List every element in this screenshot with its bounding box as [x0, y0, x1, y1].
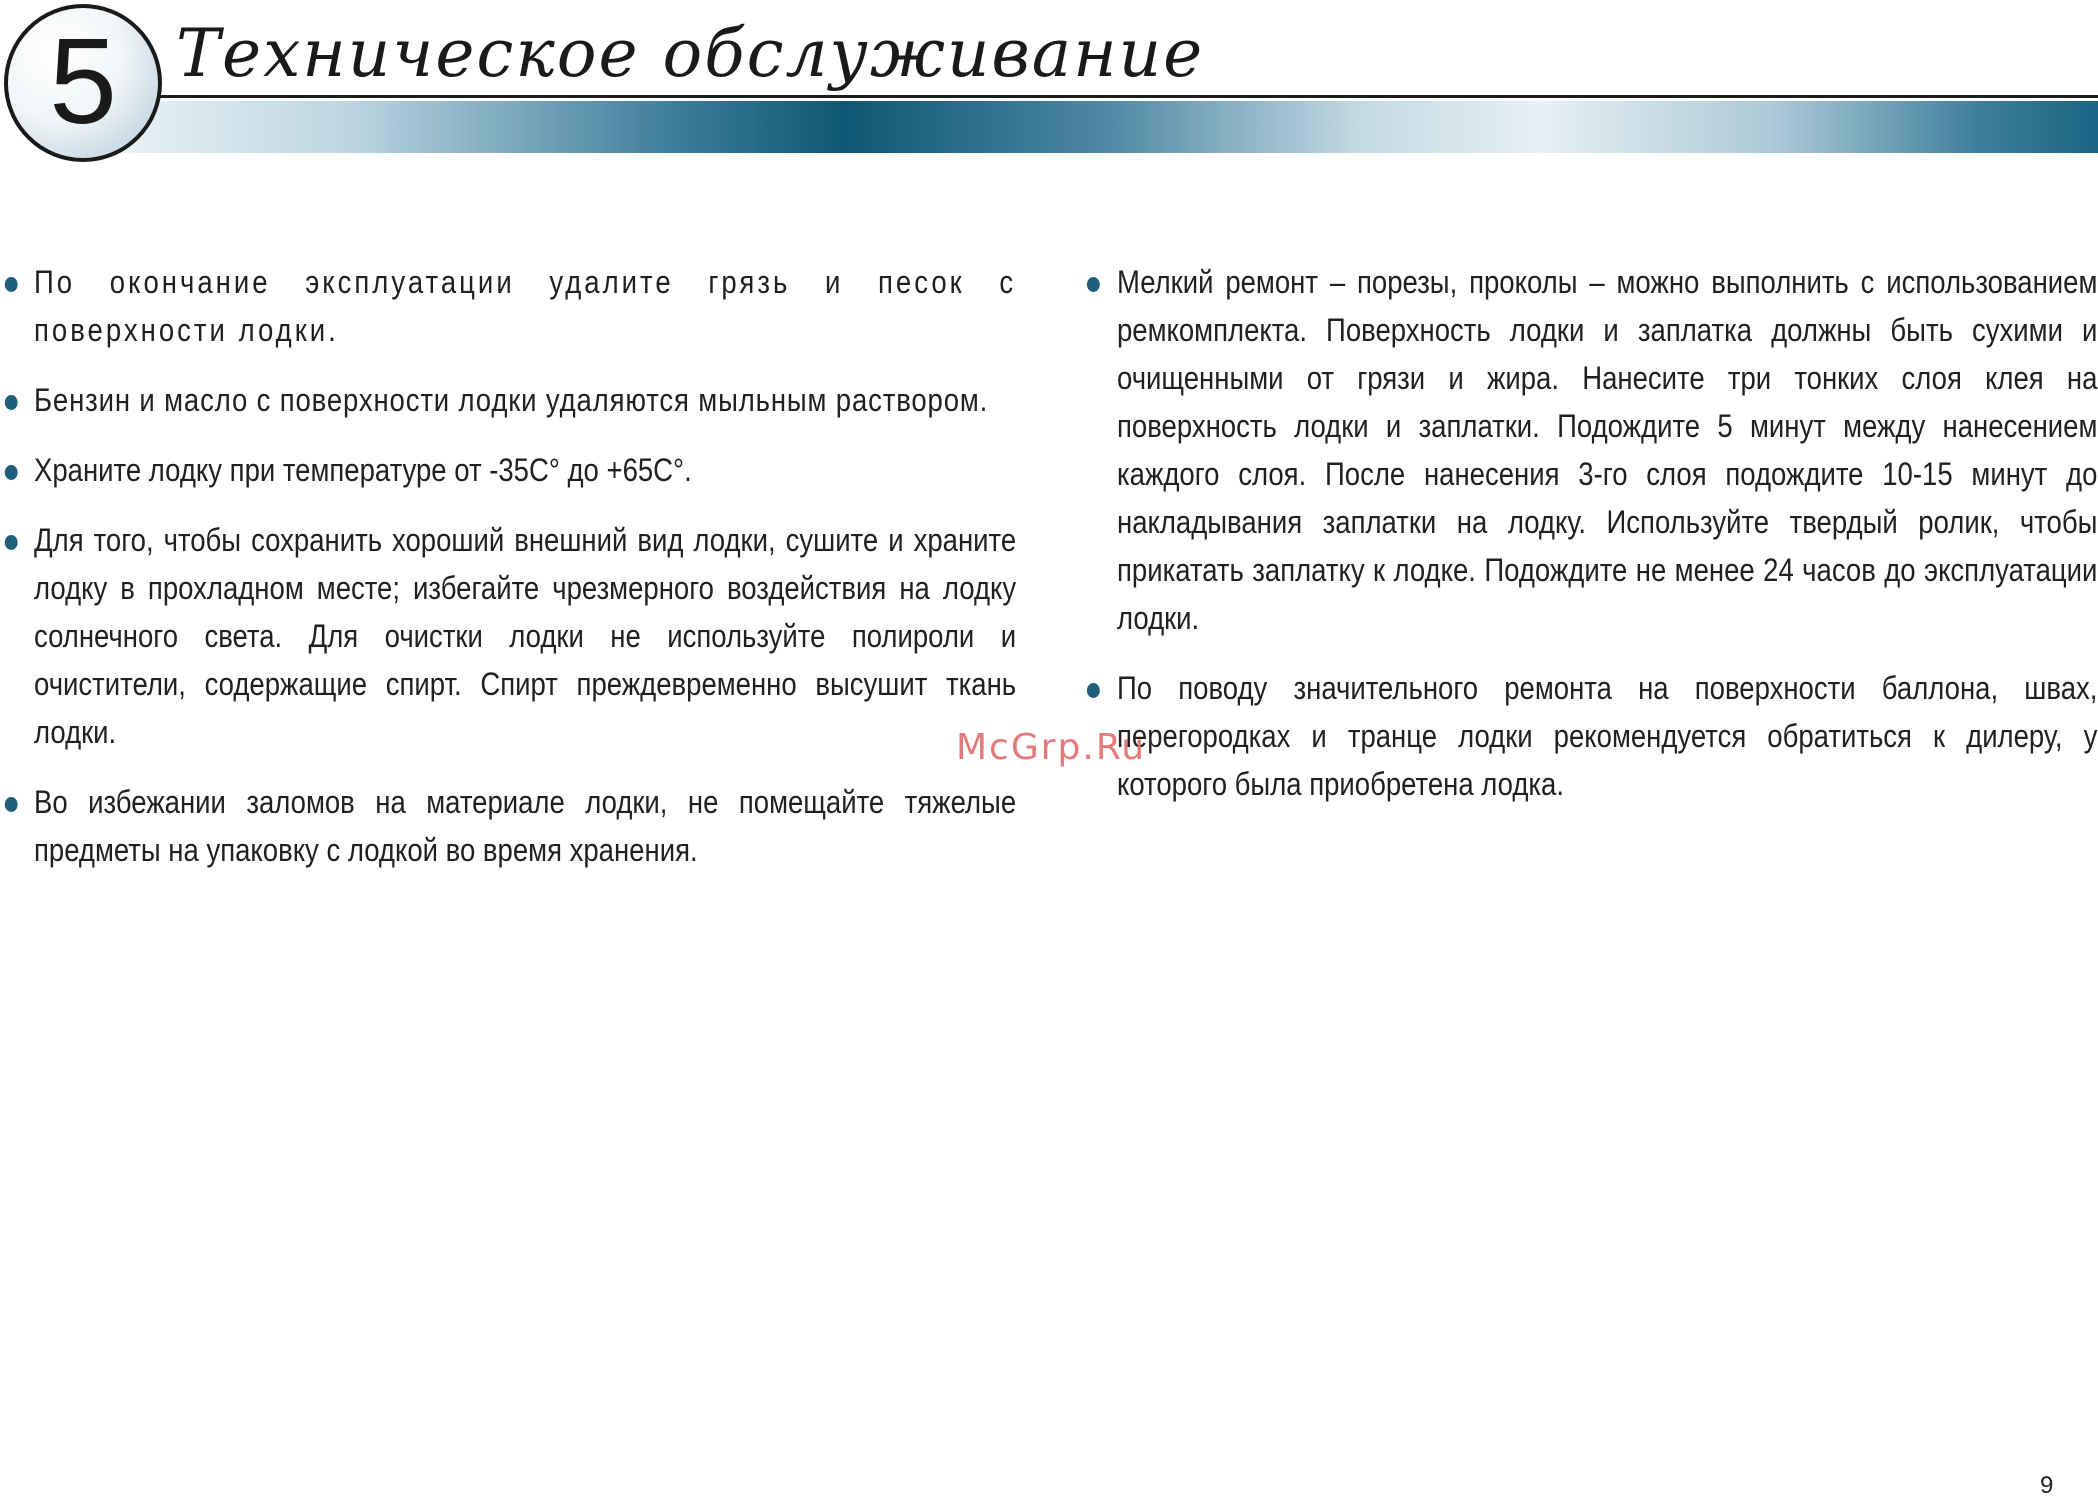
header-gradient-band	[110, 101, 2098, 153]
page-number: 9	[2040, 1472, 2054, 1499]
list-item-text: Мелкий ремонт – порезы, проколы – можно выполнить с использованием ремкомплекта. Поверхность лодки и заплатка должны быть сухими и очищенными от грязи и жира. Нанесите три тонких слоя клея на поверхность лодки и заплатки. Подождите 5 минут между нанесением каждого слоя. После нанесения 3-го слоя подождите 10-15 минут до накладывания заплатки на лодку. Используйте твердый ролик, чтобы прикатать заплатку к лодке. Подождите не менее 24 часов до эксплуатации лодки.	[1117, 264, 2098, 636]
list-item-text: Во избежании заломов на материале лодки, не помещайте тяжелые предметы на упаковку с лодкой во время хранения.	[34, 784, 1017, 868]
bullet-icon	[5, 465, 18, 480]
chapter-badge	[4, 4, 162, 162]
bullet-icon	[5, 395, 18, 410]
left-column	[34, 258, 1016, 896]
chapter-number: 5	[49, 13, 117, 149]
left-bullet-list	[34, 258, 1016, 874]
list-item	[1117, 664, 2097, 808]
bullet-icon	[5, 277, 18, 292]
list-item	[34, 376, 1016, 424]
list-item	[1117, 258, 2097, 642]
list-item-text: По поводу значительного ремонта на поверхности баллона, швах, перегородках и транце лодки рекомендуется обратиться к дилеру, у которого была приобретена лодка.	[1117, 670, 2098, 802]
bullet-icon	[5, 797, 18, 812]
list-item-text: Храните лодку при температуре от -35С° до +65С°.	[34, 452, 692, 488]
right-column	[1117, 258, 2097, 830]
list-item-text: По окончание эксплуатации удалите грязь и песок с поверхности лодки.	[34, 264, 1017, 348]
bullet-icon	[1087, 277, 1100, 292]
list-item	[34, 778, 1016, 874]
bullet-icon	[5, 535, 18, 550]
right-bullet-list	[1117, 258, 2097, 808]
list-item	[34, 258, 1016, 354]
list-item	[34, 446, 1016, 494]
watermark: McGrp.Ru	[956, 727, 1147, 768]
list-item	[34, 516, 1016, 756]
list-item-text: Для того, чтобы сохранить хороший внешний вид лодки, сушите и храните лодку в прохладном месте; избегайте чрезмерного воздействия на лодку солнечного света. Для очистки лодки не используйте полироли и очистители, содержащие спирт. Спирт преждевременно высушит ткань лодки.	[34, 522, 1017, 750]
chapter-title: Техническое обслуживание	[176, 15, 1205, 92]
bullet-icon	[1087, 683, 1100, 698]
list-item-text: Бензин и масло с поверхности лодки удаляются мыльным раствором.	[34, 382, 989, 418]
